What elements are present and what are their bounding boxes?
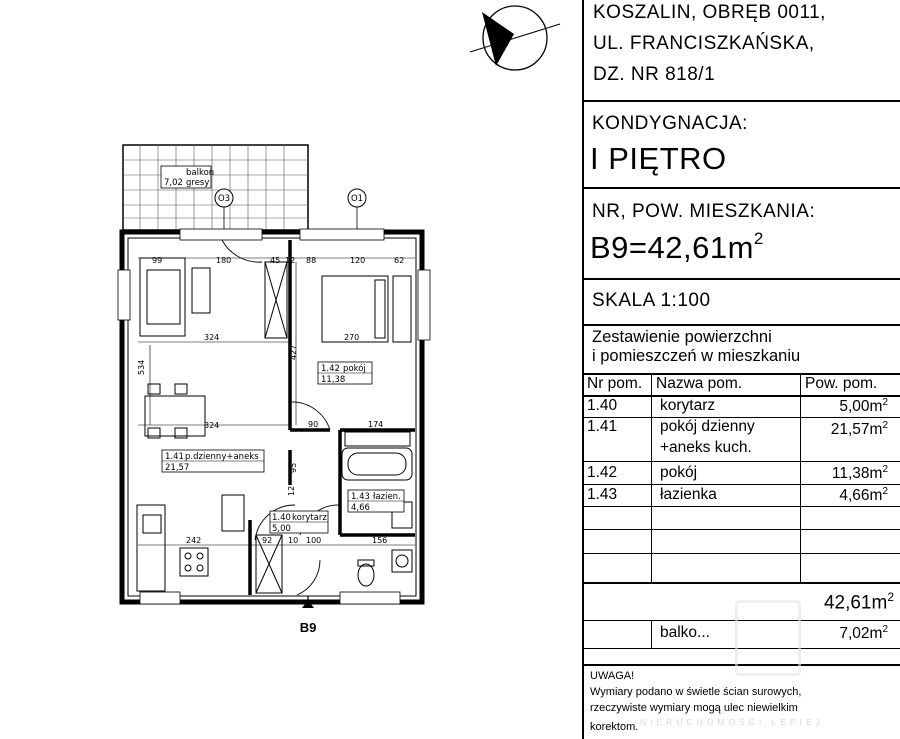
summary-title-line-2: i pomieszczeń w mieszkaniu [592, 347, 801, 365]
svg-text:4,66: 4,66 [351, 503, 370, 513]
svg-text:11,38: 11,38 [321, 375, 346, 385]
svg-text:62: 62 [394, 256, 405, 265]
svg-text:324: 324 [204, 421, 220, 430]
axis-marker-o1 [348, 189, 366, 233]
unit-label: NR, POW. MIESZKANIA: [592, 201, 816, 222]
svg-text:1.43: 1.43 [351, 492, 370, 502]
svg-text:242: 242 [186, 536, 202, 545]
balcony-tag-finish: gresy [186, 178, 210, 188]
room-tag-1-41 [162, 450, 264, 473]
svg-text:1.40: 1.40 [272, 513, 291, 523]
svg-text:99: 99 [152, 256, 163, 265]
balcony-label: balko... [660, 624, 710, 641]
col-header-nr: Nr pom. [587, 375, 643, 392]
svg-text:427: 427 [289, 344, 298, 360]
note-line-2: rzeczywiste wymiary mogą ulec niewielkim [590, 702, 798, 714]
svg-text:1.41: 1.41 [165, 452, 184, 462]
scale-text: SKALA 1:100 [592, 290, 711, 311]
svg-text:324: 324 [204, 333, 220, 342]
svg-text:156: 156 [372, 536, 388, 545]
note-line-3: korektom. [590, 721, 639, 733]
svg-text:88: 88 [306, 256, 317, 265]
room-tag-1-40 [270, 511, 328, 534]
svg-text:45: 45 [270, 256, 281, 265]
floor-value: I PIĘTRO [590, 141, 727, 176]
summary-title-line-1: Zestawienie powierzchni [592, 328, 772, 346]
location-line-3: DZ. NR 818/1 [593, 64, 716, 85]
room-tag-1-43 [348, 490, 404, 513]
location-line-2: UL. FRANCISZKAŃSKA, [593, 33, 815, 54]
note-title: UWAGA! [590, 670, 635, 682]
svg-text:534: 534 [137, 359, 146, 375]
room-tag-1-42 [318, 362, 372, 385]
balcony-tag-name: balkon [186, 168, 215, 178]
watermark-logo-icon [735, 600, 801, 676]
panel-left-border [582, 0, 584, 739]
svg-text:12: 12 [285, 256, 296, 265]
svg-text:O3: O3 [217, 194, 231, 204]
svg-text:1.42: 1.42 [321, 364, 340, 374]
svg-text:92: 92 [262, 536, 273, 545]
svg-text:O1: O1 [350, 194, 364, 204]
unit-value: $B9=42,61m^2$ [590, 229, 764, 265]
location-line-1: KOSZALIN, OBRĘB 0011, [593, 2, 826, 23]
svg-text:21,57: 21,57 [165, 463, 190, 473]
balcony-area: $7,02m^2$ [839, 624, 888, 643]
svg-text:łazien.: łazien. [373, 492, 401, 502]
svg-text:10: 10 [288, 536, 299, 545]
svg-text:p.dzienny+aneks: p.dzienny+aneks [185, 452, 259, 462]
note-line-1: Wymiary podano w świetle ścian surowych, [590, 686, 802, 698]
floor-plan-sheet: balkon 7,02 gresy O3 O1 99 180 45 12 88 120 62 324 270 534 324 427 90 174 95 12 242 10 100 156 92 1.42 pokój 11,38 1.41 p.dzienny+aneks 21,57 1.43 łazien. 4,66 1.40 korytarz 5,00 B9 KOSZALIN, OBRĘB 0011, UL. FRANCISZKAŃSKA, DZ. NR 818/1 KONDYGNACJA: I PIĘTRO NR, POW. MIESZKANIA: $B9=42,61m^2$ SKALA 1:100 Zestawienie powierzchni i pomieszczeń w mieszkaniu Nr pom. Nazwa pom. Pow. pom. 1.40 korytarz $5,00m^2$ 1.41 pokój dzienny +aneks kuch. $21,57m^2$ 1.42 pokój $11,38m^2$ 1.43 łazienka $4,66m^2$ $42,61m^2$ balko... $7,02m^2$ UWAGA! Wymiary podano w świetle ścian surowych, rzeczywiste wymiary mogą ulec niewielkim korektom. NIERUCHOMOŚCI.LEPIEJ [0, 0, 900, 739]
col-header-area: Pow. pom. [805, 375, 878, 392]
floor-label: KONDYGNACJA: [592, 113, 748, 134]
svg-text:pokój: pokój [343, 364, 366, 374]
svg-text:95: 95 [289, 462, 298, 473]
col-header-name: Nazwa pom. [656, 375, 743, 392]
svg-text:12: 12 [287, 485, 296, 496]
svg-text:90: 90 [308, 420, 319, 429]
svg-text:270: 270 [344, 333, 360, 342]
svg-text:5,00: 5,00 [272, 524, 291, 534]
total-area: $42,61m^2$ [823, 590, 894, 614]
north-arrow-icon [470, 6, 560, 70]
interior-walls [250, 240, 415, 595]
svg-text:100: 100 [306, 536, 322, 545]
svg-text:korytarz: korytarz [292, 513, 327, 523]
apartment-label: B9 [299, 620, 317, 635]
svg-text:180: 180 [216, 256, 232, 265]
watermark: NIERUCHOMOŚCI.LEPIEJ [640, 717, 824, 727]
balcony [123, 145, 308, 230]
svg-text:120: 120 [350, 256, 366, 265]
svg-text:174: 174 [368, 420, 384, 429]
balcony-tag-area: 7,02 [164, 178, 183, 188]
